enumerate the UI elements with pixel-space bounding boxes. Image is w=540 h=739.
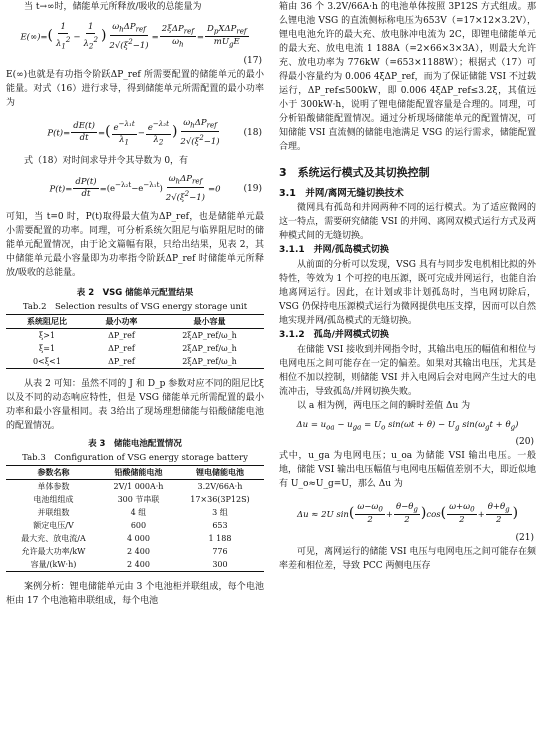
table-header: 锂电储能电池 — [195, 468, 244, 477]
paragraph: 从表 2 可知：虽然不同的 J 和 D_p 参数对应不同的阻尼比ξ以及不同的动态响应特性，但是 VSG 储能单元所需配置的最小功率和最小容量相同。表 3给出了现场理想储能与铅酸储能电池的配置情况。 — [6, 379, 264, 431]
table-cell: 3.2V/66A·h — [197, 482, 243, 491]
table-row — [6, 342, 264, 355]
table-cell: 300 — [212, 560, 228, 569]
table-cell: 4 000 — [127, 534, 150, 543]
table-title-en: Tab.3 Configuration of VSG energy storage battery — [22, 453, 248, 463]
left-column — [6, 0, 264, 608]
table-title: 表 2 VSG 储能单元配置结果 — [76, 288, 194, 298]
table-cell: 允许最大功率/kW — [21, 547, 86, 556]
table-row — [6, 329, 264, 343]
table-header: 系统阻尼比 — [26, 317, 67, 326]
equation-body: E(∞)=( $\frac{1}{\lambda_1^2}$ − $\frac{1}{\lambda_2^2}$ ) $\frac{\omega_h\Delta P_{ref}}{2√(\xi^2-1)}$ = $\frac{2\xi\Delta P_{ref}}{\omega_h}$ = $\frac{D_pX\Delta P_{ref}}{mU_gE}$ — [20, 22, 247, 51]
table-cell: 额定电压/V — [33, 521, 74, 530]
equation-body: P(t)= $\frac{dE(t)}{dt}$ =( $\frac{e^{-\lambda_1t}}{\lambda_1}$ − $\frac{e^{-\lambda_2t}}{\lambda_2}$ ) $\frac{\omega_h\Delta P_{ref}}{2√(\xi^2-1)}$ — [47, 118, 220, 147]
equation-number: (21) — [515, 533, 534, 543]
table-header: 参数名称 — [37, 468, 70, 477]
paragraph: 式（18）对时间求导并令其导数为 0，有 — [24, 156, 189, 166]
table-cell: 600 — [130, 521, 147, 530]
paragraph: 在储能 VSI 接收到并网指令时，其输出电压的幅值和相位与电网电压之间可能存在一定的偏差。如果对其输出电压，尤其是相位不加以控制，则储能 VSI 并入电网后会对电网产生过大的电流冲击，导致孤岛/并网切换失败。 — [279, 345, 536, 397]
table-cell: 2V/1 000A·h — [113, 482, 164, 491]
table-cell: 容量/(kW·h) — [30, 560, 77, 569]
table-row — [6, 506, 264, 519]
table-cell: ξ=1 — [38, 344, 56, 353]
equation-17 — [6, 20, 264, 54]
table-row — [6, 545, 264, 558]
table-row — [6, 493, 264, 506]
table-cell: 2 400 — [127, 547, 150, 556]
table-cell: 300 节串联 — [117, 495, 160, 504]
paragraph: 式中，u_ga 为电网电压；u_oa 为储能 VSI 输出电压。一般地，储能 VSI 输出电压幅值与电网电压幅值差别不大，即近似地有 U_o≈U_g=U，那么 Δu 为 — [279, 451, 536, 489]
table-row — [6, 355, 264, 369]
equation-20 — [279, 417, 536, 435]
table-header: 最小容量 — [193, 317, 226, 326]
table-row — [6, 519, 264, 532]
paragraph: 案例分析：锂电储能单元由 3 个电池柜并联组成，每个电池柜由 17 个电池箱串联组成，每个电池 — [6, 582, 264, 606]
table-cell: 653 — [212, 521, 228, 530]
table-cell: 2ξΔP_ref/ω_h — [182, 357, 237, 366]
table-cell: ΔP_ref — [108, 344, 135, 353]
table-cell: 4 组 — [130, 508, 147, 517]
table-cell: ΔP_ref — [108, 357, 135, 366]
table-row — [6, 558, 264, 572]
table-2 — [6, 314, 264, 369]
table-cell: 并联组数 — [37, 508, 70, 517]
table-cell: 最大充、放电流/A — [21, 534, 86, 543]
table-cell: 0<ξ<1 — [32, 357, 61, 366]
table-cell: 单体参数 — [37, 482, 70, 491]
equation-number: (17) — [243, 56, 262, 66]
subsubsection-heading: 3.1.2 孤岛/并网模式切换 — [279, 330, 389, 340]
table-cell: 3 组 — [212, 508, 228, 517]
paragraph: E(∞)也就是有功指令阶跃ΔP_ref 所需要配置的储能单元的最小能量。对式（16）进行求导，得到储能单元所需配置的最小功率为 — [6, 70, 264, 108]
equation-body: $\Delta u = u_{oa} - u_{ga} = U_o$ $\sin(\omega t + \theta) - U_g$ $\sin(\omega_gt + \theta_g)$ — [296, 419, 519, 432]
table-cell: 2ξΔP_ref/ω_h — [182, 331, 237, 340]
table-cell: 1 188 — [208, 534, 232, 543]
section-heading: 3 系统运行模式及其切换控制 — [279, 166, 430, 179]
equation-body: P(t)= $\frac{dP(t)}{dt}$ $=(e^{-\lambda_2t}-e^{-\lambda_1t})$ $\frac{\omega_h\Delta P_{ref}}{2√(\xi^2-1)}$ =0 — [49, 174, 221, 203]
table-row — [6, 532, 264, 545]
table-row — [6, 480, 264, 494]
table-cell: ΔP_ref — [108, 331, 135, 340]
table-cell: 17×36(3P12S) — [190, 495, 250, 504]
paragraph: 当 t→∞时，储能单元所释放/吸收的总能量为 — [24, 2, 202, 12]
subsection-heading: 3.1 并网/离网无缝切换技术 — [279, 188, 404, 199]
paragraph: 以 a 相为例，两电压之间的瞬时差值 Δu 为 — [297, 401, 471, 411]
equation-body: Δu ≈ 2U sin( $\frac{\omega-\omega_0}{2}$ + $\frac{\theta-\theta_g}{2}$ )cos( $\frac{\omega+\omega_0}{2}$ + $\frac{\theta+\theta_g}{2}$ ) — [296, 501, 519, 526]
table-cell: 776 — [212, 547, 228, 556]
table-header: 铅酸储能电池 — [114, 468, 163, 477]
paragraph: 从前面的分析可以发现，VSG 具有与同步发电机相比拟的外特性，等效为 1 个可控的电压源，既可完成并网运行，也能自治地离网运行。因此，在计划或非计划孤岛时，当电网切除后，VSG 仍保持电压源模式运行为微网提供电压支撑，因而可以自然地实现并网/孤岛模式的无缝切换。 — [279, 260, 536, 326]
equation-number: (20) — [515, 437, 534, 447]
paragraph: 箱由 36 个 3.2V/66A·h 的电池单体按照 3P12S 方式组成。那么锂电池 VSG 的直流侧标称电压为653V（=17×12×3.2V），锂电电池允许的最大充、放电脉冲电流为 2C，即锂电储能单元的最大充、放电电流 1 188A（=2×66×3×3A），则最大允许充、放电功率为 776kW（=653×1188W）；根据式（17）可得最小容量约为 0.006 4ξΔP_ref，而为了保证储能 VSI 不过载运行，ΔP_ref≤500kW，即 0.006 4ξΔP_ref≤3.2ξ，其值远小于 300kW·h，说明了锂电储能配置容量是合理的。同理，可分析铅酸储能配置情况。通过分析现场储能单元的配置情况，可知储能 VSI 直流侧的储能电池满足 VSG 的运行需求，储能配置合理。 — [279, 2, 536, 152]
table-header: 最小功率 — [105, 317, 138, 326]
table-3 — [6, 465, 264, 572]
equation-21 — [279, 497, 536, 531]
paragraph: 微网具有孤岛和并网两种不同的运行模式。为了适应微网的这一特点，需要研究储能 VSI 的并网、离网双模式运行方式及两种模式间的无缝切换。 — [279, 203, 536, 241]
table-cell: 电池组组成 — [33, 495, 74, 504]
table-cell: ξ>1 — [38, 331, 56, 340]
subsubsection-heading: 3.1.1 并网/孤岛模式切换 — [279, 245, 389, 255]
paragraph: 可见，离网运行的储能 VSI 电压与电网电压之间可能存在频率差和相位差，导致 PCC 两侧电压存 — [279, 547, 536, 571]
equation-18 — [6, 116, 264, 150]
table-title: 表 3 储能电池配置情况 — [88, 439, 182, 449]
equation-number: (18) — [243, 128, 262, 138]
equation-19 — [6, 172, 264, 206]
right-column — [279, 0, 536, 573]
table-title-en: Tab.2 Selection results of VSG energy storage unit — [22, 302, 248, 312]
table-cell: 2 400 — [127, 560, 150, 569]
equation-number: (19) — [243, 184, 262, 194]
table-cell: 2ξΔP_ref/ω_h — [182, 344, 237, 353]
paragraph: 可知，当 t=0 时，P(t)取得最大值为ΔP_ref，也是储能单元最小需要配置的功率。同理，可分析系统欠阻尼与临界阻尼时的储能单元配置情况，由于论文篇幅有限，只给出结果，见表 2，其中储能单元最小容量即为功率指令阶跃ΔP_ref 时储能单元所释放/吸收的总能量。 — [6, 212, 264, 278]
